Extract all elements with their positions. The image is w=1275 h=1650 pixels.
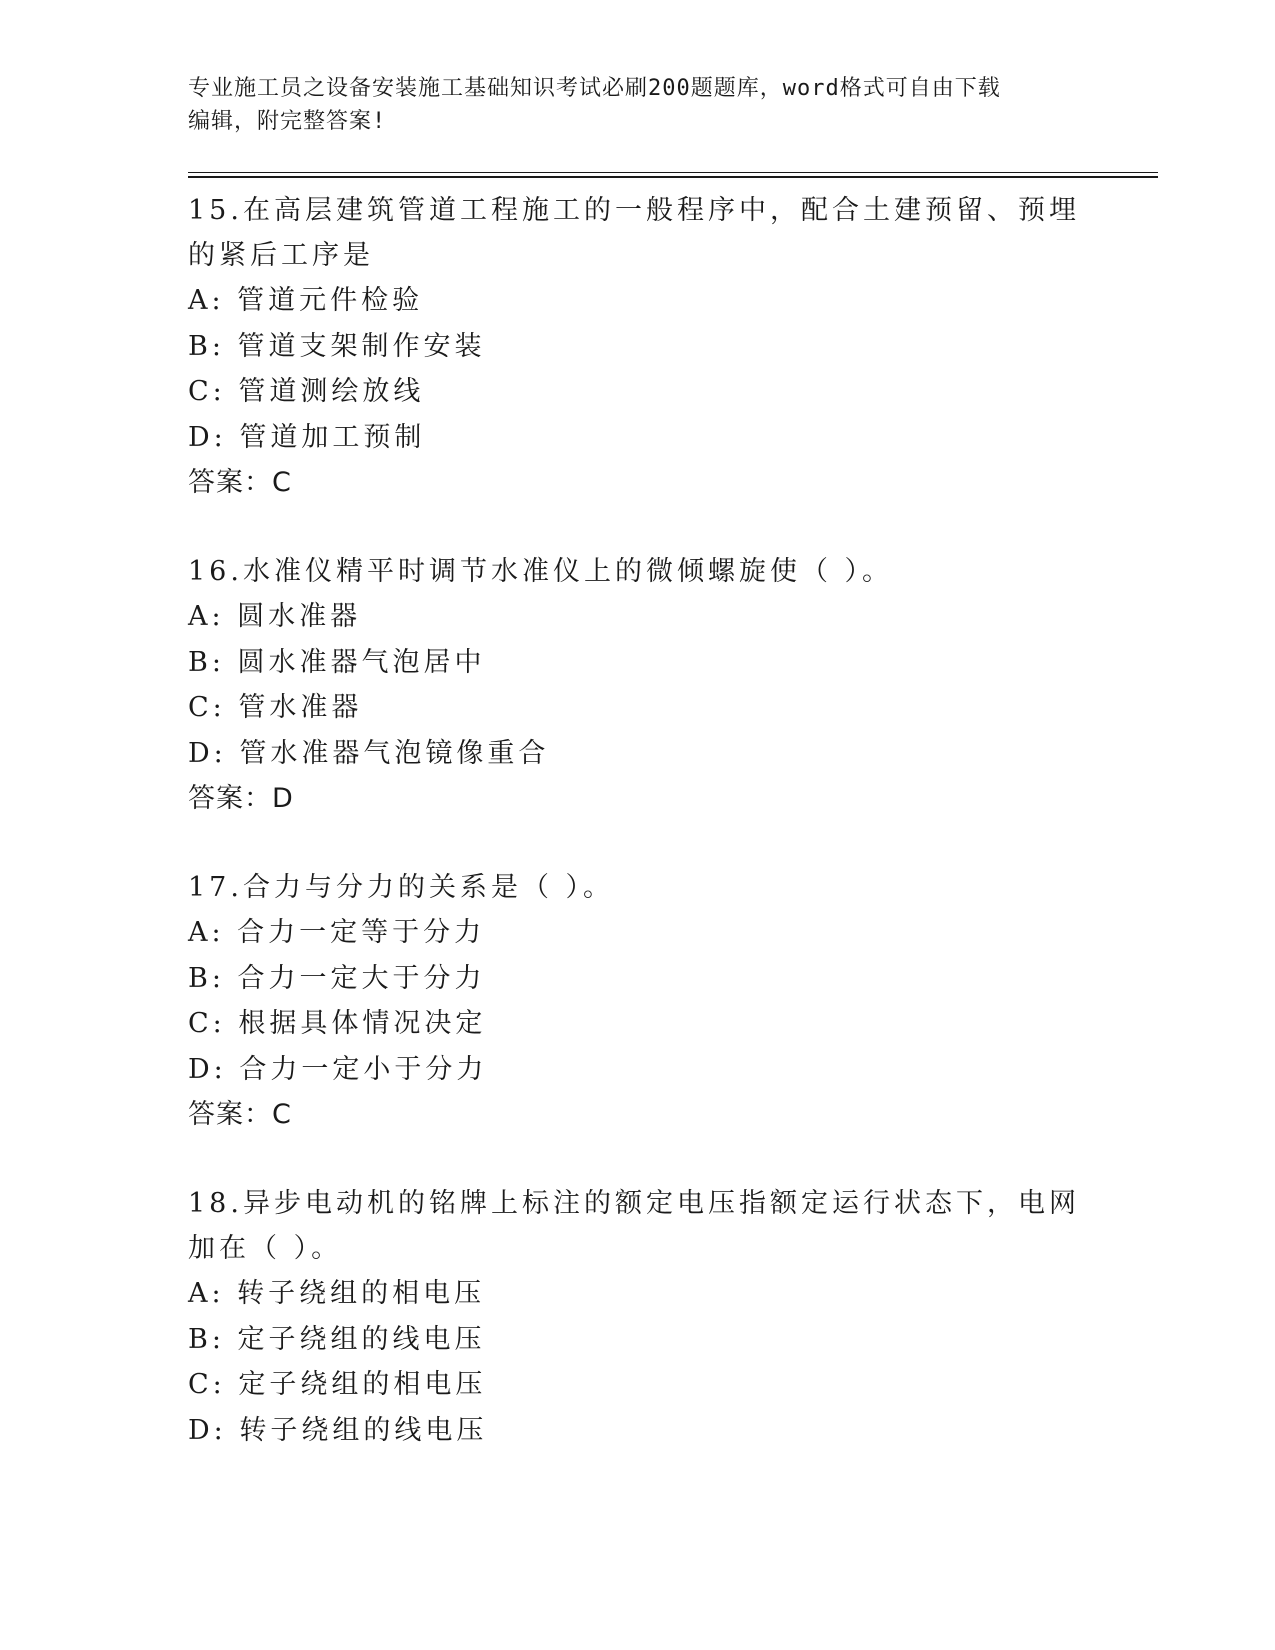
option-b: B: 管道支架制作安装 xyxy=(188,330,486,362)
question-stem: 17.合力与分力的关系是（ ）。 xyxy=(188,872,615,903)
option-b: B: 圆水准器气泡居中 xyxy=(188,646,486,678)
header-divider-top xyxy=(188,172,1158,173)
header-title-line-1: 专业施工员之设备安装施工基础知识考试必刷200题题库，word格式可自由下载 xyxy=(188,76,1001,101)
option-a: A: 管道元件检验 xyxy=(188,285,424,316)
question-item xyxy=(188,549,1148,821)
option-c: C: 管水准器 xyxy=(188,692,363,723)
document-header xyxy=(188,72,1088,138)
header-title-line-2: 编辑，附完整答案! xyxy=(188,109,387,134)
option-d: D: 管水准器气泡镜像重合 xyxy=(188,737,550,769)
option-c: C: 定子绕组的相电压 xyxy=(188,1369,487,1400)
option-b: B: 定子绕组的线电压 xyxy=(188,1323,486,1355)
question-item xyxy=(188,865,1148,1137)
option-d: D: 管道加工预制 xyxy=(188,421,426,453)
question-list xyxy=(188,188,1148,1453)
answer-line: 答案：C xyxy=(188,1099,292,1130)
option-a: A: 转子绕组的相电压 xyxy=(188,1278,486,1309)
question-stem: 18.异步电动机的铭牌上标注的额定电压指额定运行状态下，电网加在（ ）。 xyxy=(188,1188,1080,1264)
option-a: A: 圆水准器 xyxy=(188,601,362,632)
answer-line: 答案：C xyxy=(188,467,292,498)
option-b: B: 合力一定大于分力 xyxy=(188,962,486,994)
answer-line: 答案：D xyxy=(188,783,294,814)
option-c: C: 根据具体情况决定 xyxy=(188,1008,487,1039)
option-c: C: 管道测绘放线 xyxy=(188,376,425,407)
question-stem: 15.在高层建筑管道工程施工的一般程序中，配合土建预留、预埋的紧后工序是 xyxy=(188,195,1080,271)
question-item xyxy=(188,188,1148,505)
question-stem: 16.水准仪精平时调节水准仪上的微倾螺旋使（ ）。 xyxy=(188,556,894,587)
option-d: D: 转子绕组的线电压 xyxy=(188,1414,488,1446)
header-divider-bottom xyxy=(188,176,1158,178)
question-item xyxy=(188,1181,1148,1453)
option-d: D: 合力一定小于分力 xyxy=(188,1053,488,1085)
option-a: A: 合力一定等于分力 xyxy=(188,917,486,948)
